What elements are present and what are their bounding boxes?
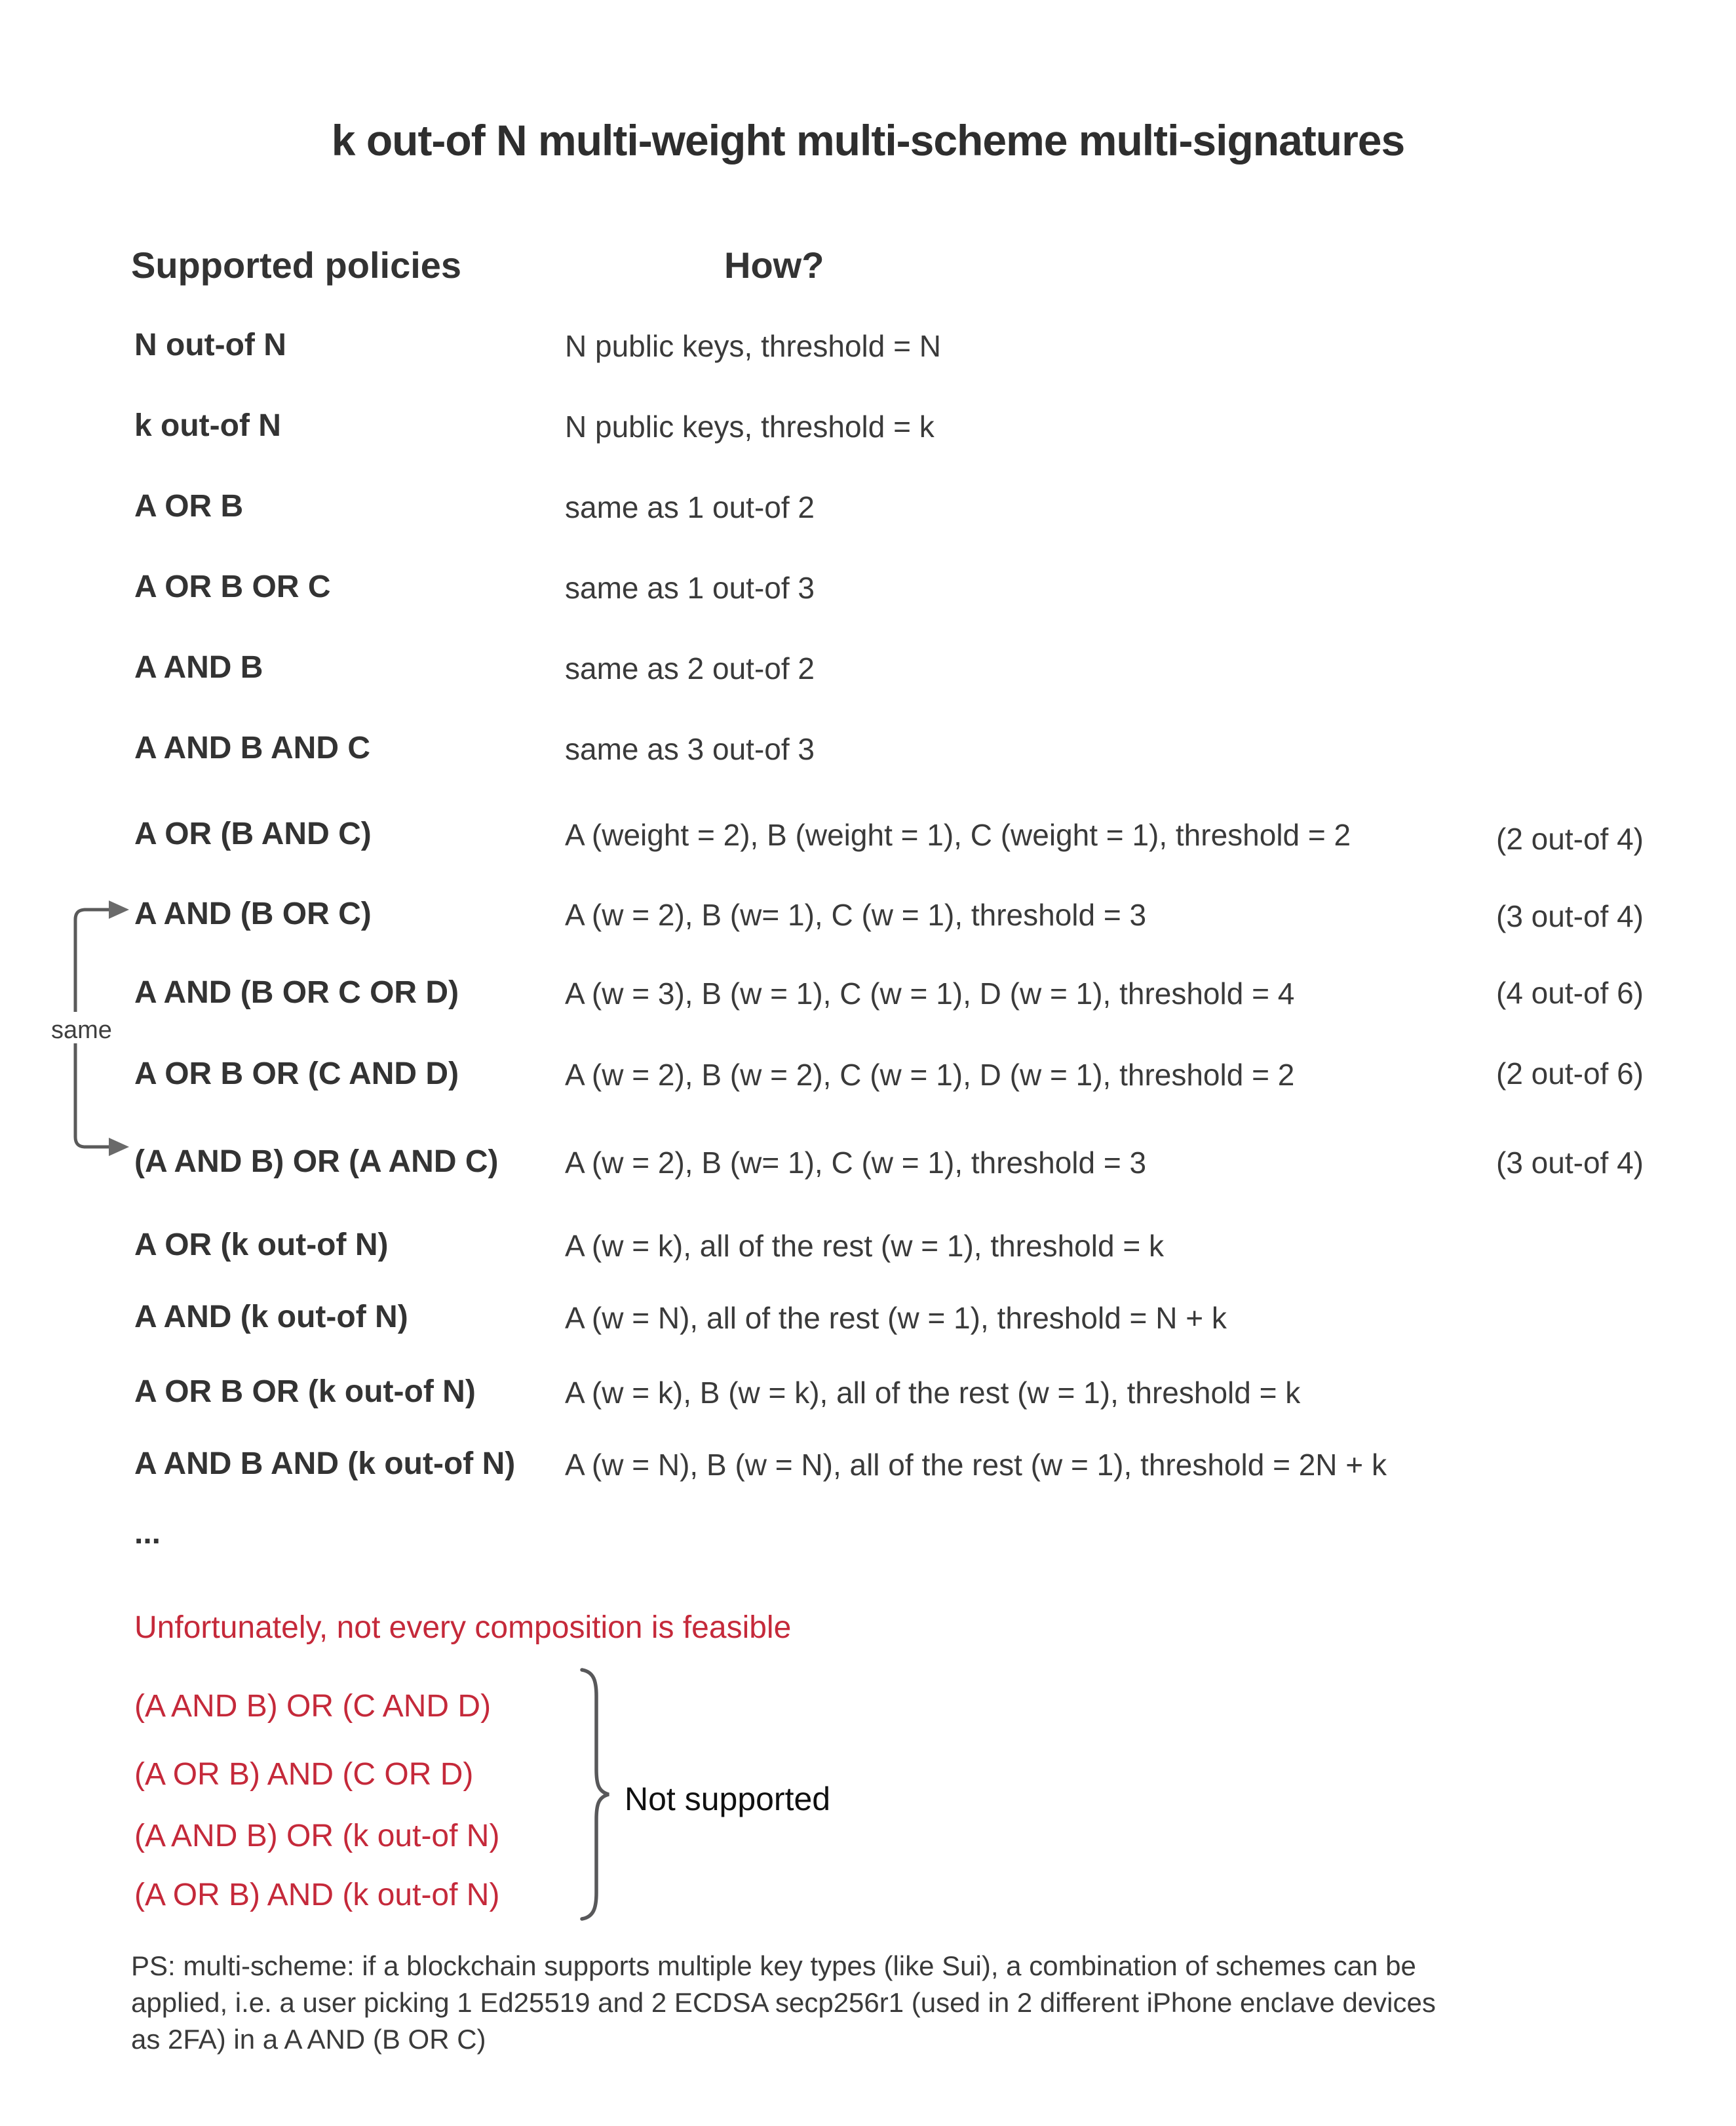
policy-row-8-how: A (w = 2), B (w= 1), C (w = 1), threshold = 3 [565,898,1147,932]
column-header-policies: Supported policies [131,244,462,286]
infeasible-heading: Unfortunately, not every composition is feasible [134,1610,792,1645]
infeasible-item-3: (A AND B) OR (k out-of N) [134,1819,500,1853]
policy-row-9-label: A AND (B OR C OR D) [134,975,459,1010]
policy-row-1-label: N out-of N [134,328,286,362]
policy-row-10-how: A (w = 2), B (w = 2), C (w = 1), D (w = 1), threshold = 2 [565,1058,1295,1092]
policy-row-5-label: A AND B [134,650,263,685]
page-title: k out-of N multi-weight multi-scheme multi-signatures [331,116,1405,164]
policy-row-4-how: same as 1 out-of 3 [565,571,815,605]
policy-row-7-note: (2 out-of 4) [1496,822,1644,856]
infeasible-item-2: (A OR B) AND (C OR D) [134,1757,474,1792]
policy-row-8-label: A AND (B OR C) [134,897,372,931]
ps-line-2: applied, i.e. a user picking 1 Ed25519 and 2 ECDSA secp256r1 (used in 2 different iPhone enclave devices [131,1987,1436,2018]
ps-line-3: as 2FA) in a A AND (B OR C) [131,2024,486,2055]
policy-row-15-how: A (w = N), B (w = N), all of the rest (w = 1), threshold = 2N + k [565,1448,1387,1482]
policy-row-6-label: A AND B AND C [134,731,370,765]
policy-row-12-how: A (w = k), all of the rest (w = 1), threshold = k [565,1229,1164,1263]
policy-row-9-how: A (w = 3), B (w = 1), C (w = 1), D (w = 1), threshold = 4 [565,976,1295,1011]
policy-row-14-how: A (w = k), B (w = k), all of the rest (w = 1), threshold = k [565,1376,1301,1410]
policy-row-10-note: (2 out-of 6) [1496,1056,1644,1091]
policy-row-3-how: same as 1 out-of 2 [565,490,815,524]
policy-row-5-how: same as 2 out-of 2 [565,651,815,686]
policy-row-6-how: same as 3 out-of 3 [565,732,815,766]
policy-row-8-note: (3 out-of 4) [1496,899,1644,933]
policy-row-14-label: A OR B OR (k out-of N) [134,1374,476,1409]
column-header-how: How? [724,244,824,286]
policy-row-2-label: k out-of N [134,408,281,443]
same-connector-top-segment [75,910,110,1012]
policy-row-10-label: A OR B OR (C AND D) [134,1056,459,1091]
ps-footnote [131,1948,1704,2058]
curly-brace-icon [582,1670,609,1919]
policy-row-15-label: A AND B AND (k out-of N) [134,1446,516,1481]
same-annotation-label: same [47,1016,116,1044]
policy-row-2-how: N public keys, threshold = k [565,410,935,444]
same-connector-bottom-segment [75,1043,110,1147]
policy-row-11-label: (A AND B) OR (A AND C) [134,1144,499,1179]
policy-row-11-how: A (w = 2), B (w= 1), C (w = 1), threshold = 3 [565,1146,1147,1180]
policy-row-1-how: N public keys, threshold = N [565,329,941,363]
infeasible-item-4: (A OR B) AND (k out-of N) [134,1878,500,1912]
policy-row-7-label: A OR (B AND C) [134,817,372,851]
ps-line-1: PS: multi-scheme: if a blockchain supports multiple key types (like Sui), a combination of schemes can be [131,1950,1416,1981]
policy-row-13-label: A AND (k out-of N) [134,1300,408,1334]
policy-row-9-note: (4 out-of 6) [1496,976,1644,1010]
policy-row-12-label: A OR (k out-of N) [134,1227,389,1262]
policy-row-4-label: A OR B OR C [134,570,331,604]
arrowhead-top-icon [109,900,129,919]
policy-row-7-how: A (weight = 2), B (weight = 1), C (weight = 1), threshold = 2 [565,818,1351,852]
policy-row-13-how: A (w = N), all of the rest (w = 1), threshold = N + k [565,1301,1227,1335]
policy-row-3-label: A OR B [134,489,244,524]
policy-row-11-note: (3 out-of 4) [1496,1146,1644,1180]
infeasible-item-1: (A AND B) OR (C AND D) [134,1689,492,1724]
more-rows-ellipsis: ... [134,1516,161,1551]
arrowhead-bottom-icon [109,1138,129,1156]
not-supported-label: Not supported [625,1781,831,1817]
